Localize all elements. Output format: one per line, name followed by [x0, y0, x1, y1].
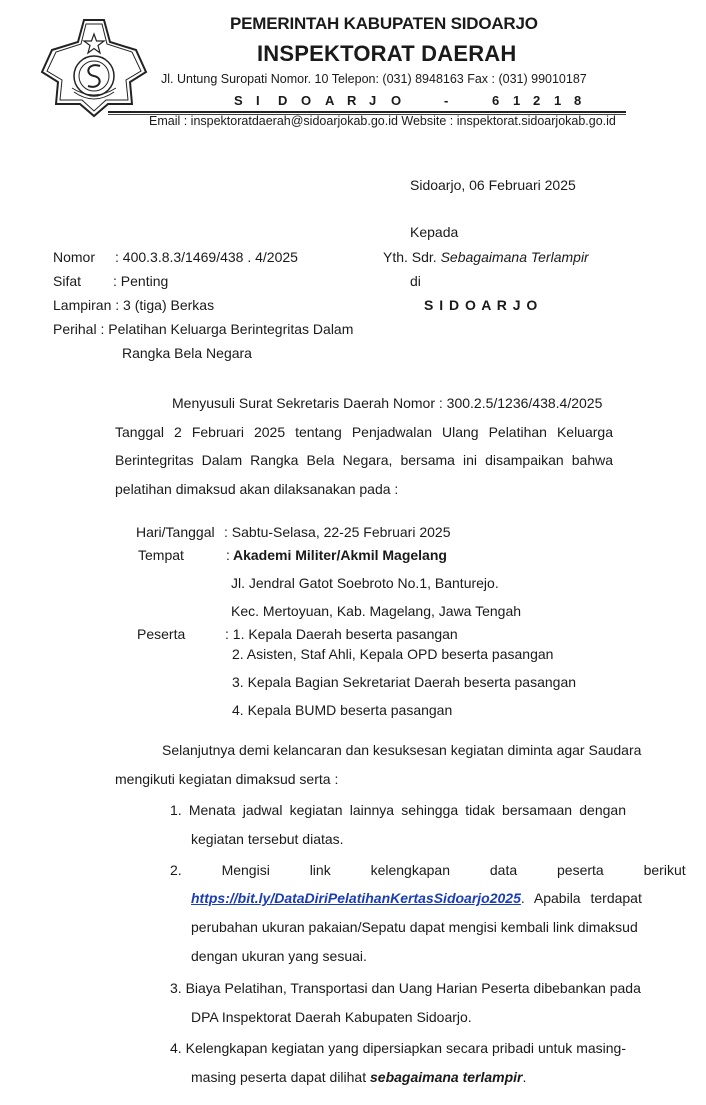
- city-char: S: [234, 93, 243, 108]
- recipient-name: Sebagaimana Terlampir: [440, 249, 589, 265]
- intro-line3: Berintegritas Dalam Rangka Bela Negara, bersama ini disampaikan bahwa: [115, 452, 613, 468]
- letterhead-divider-thick: [108, 111, 626, 113]
- nomor-label: Nomor: [53, 249, 96, 265]
- city-char: 6: [492, 93, 500, 108]
- data-form-link[interactable]: https://bit.ly/DataDiriPelatihanKertasSidoarjo2025: [191, 890, 521, 906]
- peserta-item: : 1. Kepala Daerah beserta pasangan: [225, 626, 458, 642]
- intro-line1: Menyusuli Surat Sekretaris Daerah Nomor : 300.2.5/1236/438.4/2025: [172, 395, 603, 411]
- nomor-value: : 400.3.8.3/1469/438 . 4/2025: [115, 249, 298, 265]
- city-char: J: [369, 93, 377, 108]
- city-char: O: [391, 93, 402, 108]
- closing-item-4-pre: masing peserta dapat dilihat: [191, 1069, 370, 1085]
- city-char: A: [325, 93, 335, 108]
- peserta-item: 3. Kepala Bagian Sekretariat Daerah beserta pasangan: [232, 674, 577, 690]
- tempat-colon: :: [226, 547, 230, 563]
- closing-item-1-line1: 1. Menata jadwal kegiatan lainnya sehingga tidak bersamaan dengan: [170, 802, 626, 818]
- sifat-value: : Penting: [113, 273, 169, 289]
- intro-line4: pelatihan dimaksud akan dilaksanakan pada :: [115, 481, 399, 497]
- peserta-item: 4. Kepala BUMD beserta pasangan: [232, 702, 453, 718]
- date-line: Sidoarjo, 06 Februari 2025: [410, 177, 576, 193]
- peserta-item: 2. Asisten, Staf Ahli, Kepala OPD beserta pasangan: [232, 646, 554, 662]
- perihal-line2: Rangka Bela Negara: [122, 345, 252, 361]
- closing-line1: Selanjutnya demi kelancaran dan kesuksesan kegiatan diminta agar Saudara: [162, 742, 642, 758]
- city-char: 8: [574, 93, 582, 108]
- city-char: R: [347, 93, 357, 108]
- intro-line2: Tanggal 2 Februari 2025 tentang Penjadwalan Ulang Pelatihan Keluarga: [115, 424, 613, 440]
- closing-item-2-rest: . Apabila terdapat: [520, 890, 642, 906]
- city-char: D: [278, 93, 288, 108]
- city-char: 2: [533, 93, 541, 108]
- regency-emblem-icon: [38, 12, 150, 120]
- tempat-value: Akademi Militer/Akmil Magelang: [233, 547, 447, 563]
- city-char: I: [256, 93, 260, 108]
- recipient-yth: [383, 249, 589, 265]
- closing-item-1-line2: kegiatan tersebut diatas.: [191, 831, 344, 847]
- closing-item-3-line1: 3. Biaya Pelatihan, Transportasi dan Uang Harian Peserta dibebankan pada: [170, 980, 641, 996]
- letterhead-government: PEMERINTAH KABUPATEN SIDOARJO: [230, 14, 538, 33]
- letterhead-address: Jl. Untung Suropati Nomor. 10 Telepon: (031) 8948163 Fax : (031) 99010187: [161, 72, 587, 86]
- tempat-address-1: Jl. Jendral Gatot Soebroto No.1, Banturejo.: [231, 575, 499, 591]
- closing-item-2-line1: 2. Mengisi link kelengkapan data peserta berikut: [170, 862, 686, 878]
- recipient-kepada: Kepada: [410, 224, 459, 240]
- peserta-label: Peserta: [137, 626, 186, 642]
- recipient-di: di: [410, 273, 421, 289]
- city-char: -: [444, 93, 449, 108]
- sifat-label: Sifat: [53, 273, 82, 289]
- closing-item-4-line2: [191, 1069, 526, 1085]
- closing-item-2-line3: perubahan ukuran pakaian/Sepatu dapat mengisi kembali link dimaksud: [191, 919, 638, 935]
- city-char: O: [301, 93, 312, 108]
- closing-item-4-post: .: [522, 1069, 527, 1085]
- city-char: 1: [513, 93, 521, 108]
- hari-value: : Sabtu-Selasa, 22-25 Februari 2025: [224, 524, 451, 540]
- closing-line2: mengikuti kegiatan dimaksud serta :: [115, 771, 339, 787]
- recipient-prefix: Yth. Sdr.: [383, 249, 437, 265]
- closing-item-2-line4: dengan ukuran yang sesuai.: [191, 948, 367, 964]
- closing-item-3-line2: DPA Inspektorat Daerah Kabupaten Sidoarjo.: [191, 1009, 472, 1025]
- hari-label: Hari/Tanggal: [136, 524, 215, 540]
- tempat-address-2: Kec. Mertoyuan, Kab. Magelang, Jawa Tengah: [231, 603, 522, 619]
- letterhead-contact: Email : inspektoratdaerah@sidoarjokab.go.id Website : inspektorat.sidoarjokab.go.id: [149, 114, 616, 128]
- closing-item-2-line2: [191, 890, 642, 906]
- recipient-city: S I D O A R J O: [424, 297, 539, 313]
- tempat-label: Tempat: [138, 547, 184, 563]
- lampiran: Lampiran : 3 (tiga) Berkas: [53, 297, 215, 313]
- closing-item-4-emphasis: sebagaimana terlampir: [370, 1069, 523, 1085]
- letterhead-city-postal: [234, 93, 586, 108]
- closing-item-4-line1: 4. Kelengkapan kegiatan yang dipersiapkan secara pribadi untuk masing-: [170, 1040, 626, 1056]
- perihal-line1: Perihal : Pelatihan Keluarga Berintegritas Dalam: [53, 321, 354, 337]
- city-char: 1: [554, 93, 562, 108]
- letterhead-office: INSPEKTORAT DAERAH: [257, 41, 517, 66]
